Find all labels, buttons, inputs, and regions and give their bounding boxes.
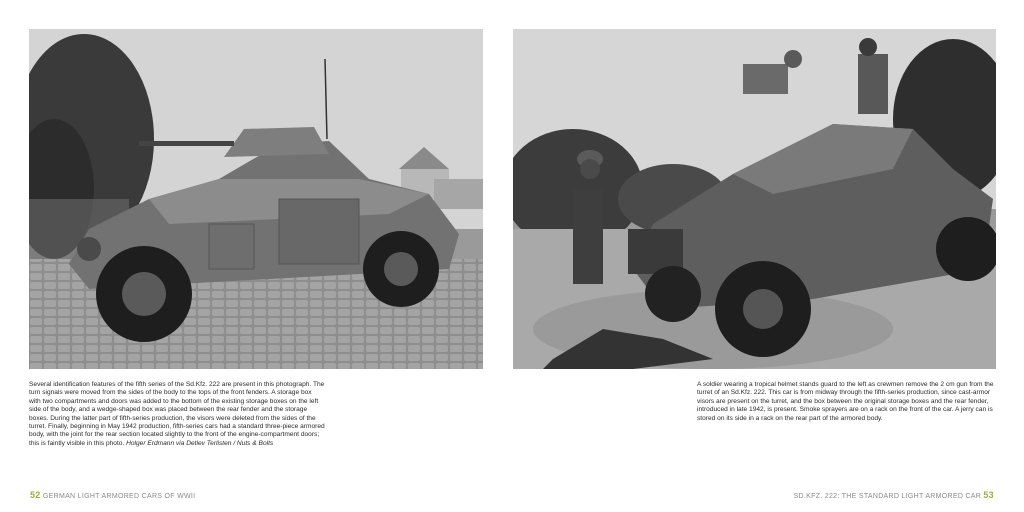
running-title-right: SD.KFZ. 222: THE STANDARD LIGHT ARMORED CAR	[793, 493, 982, 500]
caption-left	[29, 381, 325, 448]
photo-armored-car-cobblestone	[29, 29, 483, 369]
caption-left-text: Several identification features of the fifth series of the Sd.Kfz. 222 are present in this photograph. The turn signals were moved from the sides of the body to the tops of the front fenders. A storage box with two compartments and doors was added to the bottom of the existing storage boxes on the left side of the body, and a wedge-shaped box was placed between the rear fender and the storage boxes. During the latter part of fifth-series production, the visors were deleted from the sides of the turret. Finally, beginning in May 1942 production, fifth-series cars had a standard three-piece armored body, with the joint for the rear section located slightly to the front of the engine-compartment doors; this is faintly visible in this photo.	[29, 381, 325, 447]
caption-right	[697, 381, 994, 423]
footer-right	[794, 490, 994, 500]
photo-crewmen-removing-gun	[513, 29, 996, 369]
page-number-left: 52	[30, 490, 41, 500]
photo-credit: Holger Erdmann via Detlev Terlisten / Nuts & Bolts	[126, 439, 274, 447]
caption-right-text: A soldier wearing a tropical helmet stands guard to the left as crewmen remove the 2 cm gun from the turret of an Sd.Kfz. 222. This car is from midway through the fifth-series production, since cast-armor visors are present on the turret, and the box between the original storage boxes and the rear fender, introduced in late 1942, is present. Smoke sprayers are on a rack on the front of the car. A jerry can is stored on its side in a rack on the rear part of the armored body.	[697, 381, 994, 422]
page-number-right: 53	[983, 490, 994, 500]
running-title-left: GERMAN LIGHT ARMORED CARS OF WWII	[42, 493, 196, 500]
footer-left	[30, 490, 195, 500]
